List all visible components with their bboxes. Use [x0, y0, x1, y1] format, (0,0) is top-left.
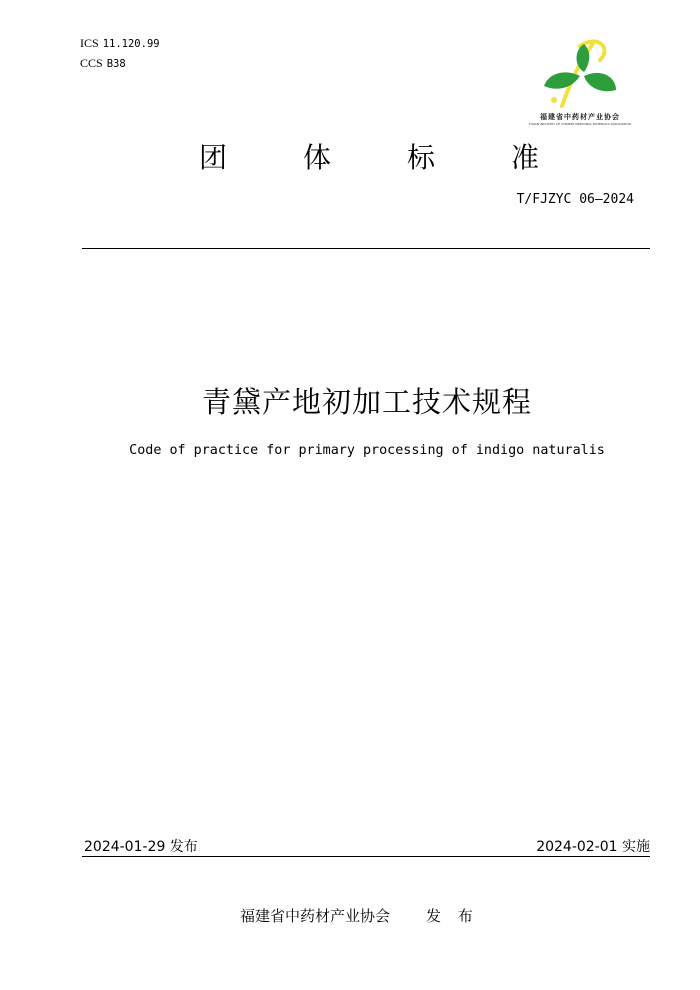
title-chinese: 青黛产地初加工技术规程: [201, 385, 532, 419]
title-english: Code of practice for primary processing of indigo naturalis: [129, 443, 605, 458]
publish-verb: 发 布: [426, 907, 479, 925]
issue-date: 2024-01-29 发布: [84, 839, 198, 855]
document-type: [199, 136, 539, 176]
classification-codes: [80, 34, 160, 74]
logo-org-name-en: FUJIAN INDUSTRY OF CHINESE MEDICINAL MATERIALS ASSOCIATION: [529, 122, 631, 126]
doc-type-char: 准: [510, 141, 539, 174]
doc-type-char: 标: [406, 141, 435, 174]
publisher-line: [240, 905, 479, 926]
logo-org-name-cn: 福建省中药材产业协会: [540, 113, 620, 121]
doc-type-char: 体: [302, 141, 331, 174]
header-divider: [82, 248, 650, 249]
ccs-label: CCS: [80, 56, 103, 70]
ics-value: 11.120.99: [102, 38, 160, 50]
association-logo: [528, 34, 632, 128]
publisher-name: 福建省中药材产业协会: [240, 907, 391, 925]
ccs-row: [80, 54, 160, 74]
footer-divider: [82, 856, 650, 857]
standard-number: T/FJZYC 06—2024: [516, 192, 634, 207]
ccs-value: B38: [106, 58, 126, 70]
ics-label: ICS: [80, 36, 99, 50]
leaf-emblem-icon: [540, 34, 620, 110]
doc-type-char: 团: [199, 141, 228, 174]
ics-row: [80, 34, 160, 54]
implementation-date: 2024-02-01 实施: [536, 839, 650, 855]
